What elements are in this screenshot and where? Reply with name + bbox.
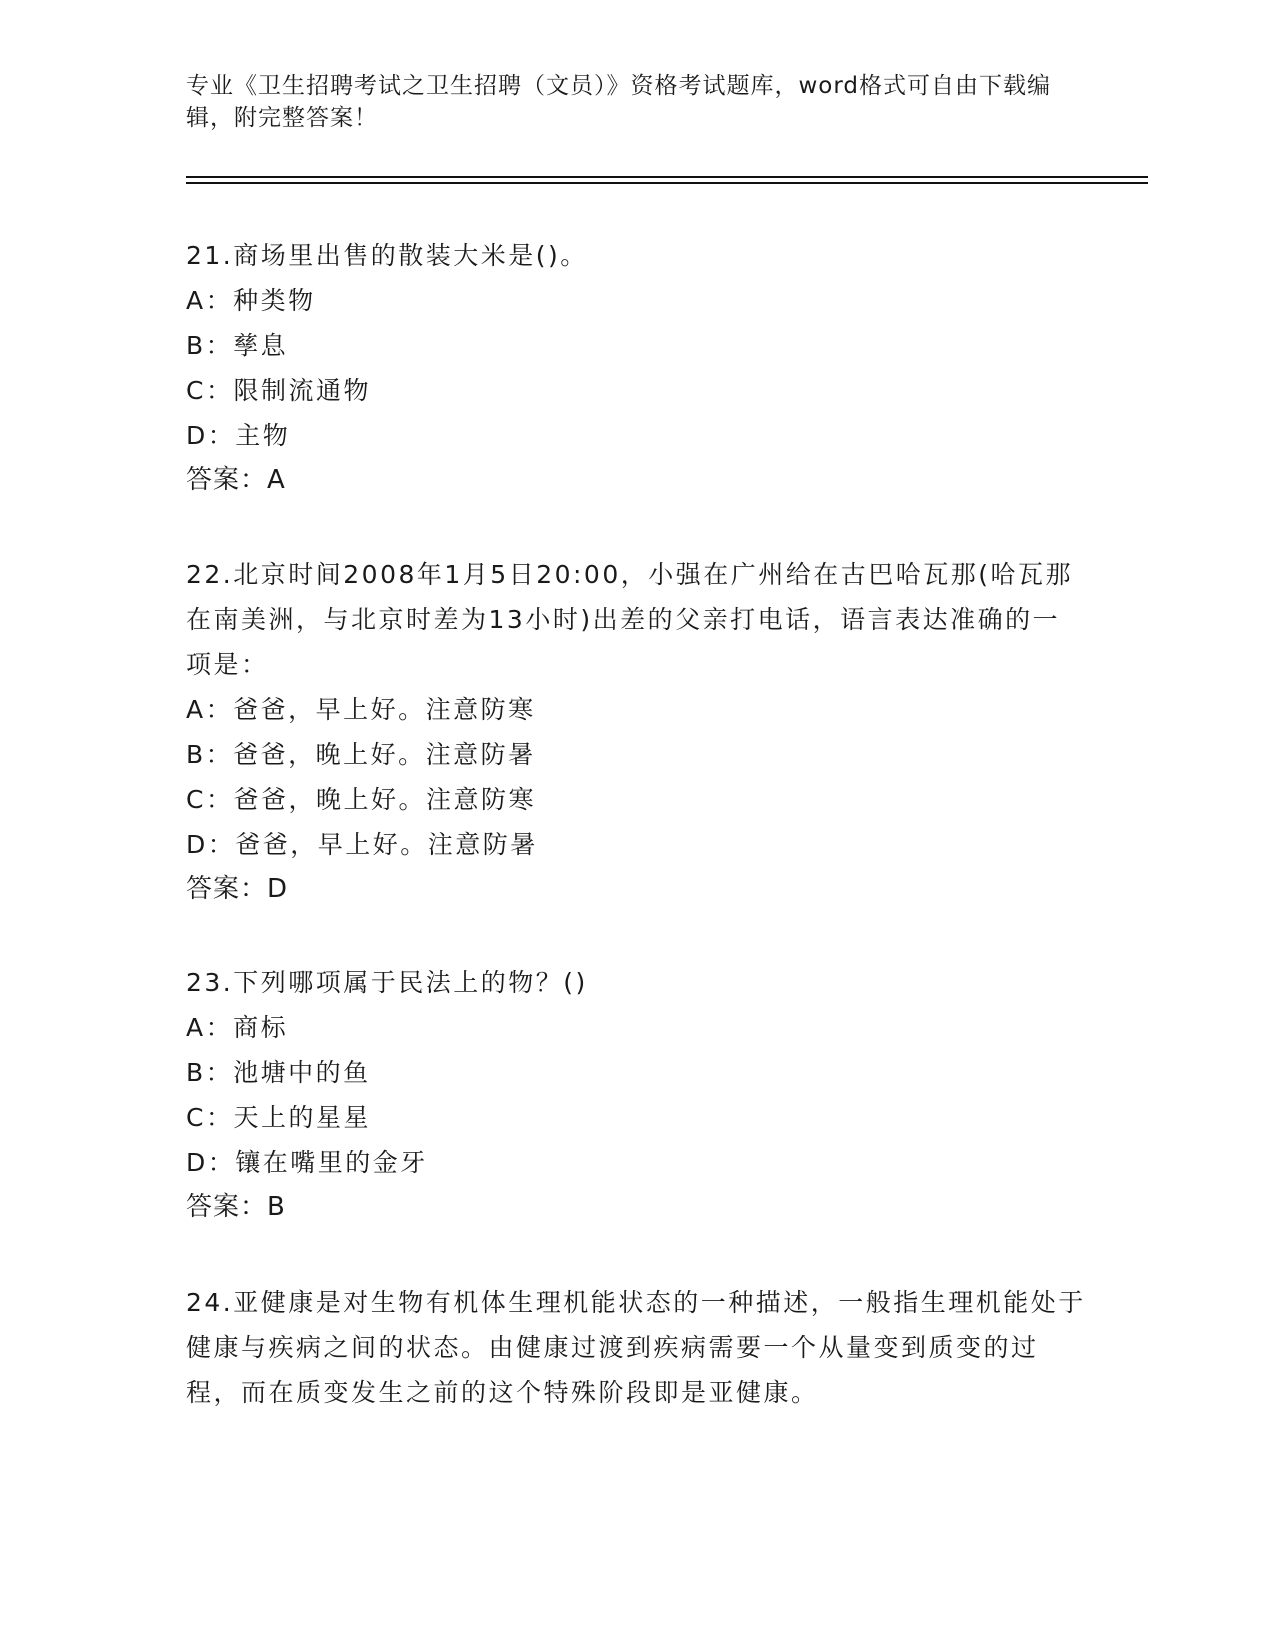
- question-22: [186, 552, 1086, 912]
- option-a: A：商标: [186, 1013, 289, 1042]
- option-a: A：爸爸，早上好。注意防寒: [186, 695, 536, 724]
- option-d: D：镶在嘴里的金牙: [186, 1148, 428, 1177]
- question-24: [186, 1280, 1086, 1415]
- option-c: C：爸爸，晚上好。注意防寒: [186, 785, 536, 814]
- option-b: B：池塘中的鱼: [186, 1058, 371, 1087]
- answer: 答案：A: [186, 465, 286, 495]
- option-d: D：爸爸，早上好。注意防暑: [186, 830, 538, 859]
- question-stem: 22.北京时间2008年1月5日20:00，小强在广州给在古巴哈瓦那(哈瓦那在南美洲，与北京时差为13小时)出差的父亲打电话，语言表达准确的一项是：: [186, 560, 1073, 679]
- question-stem: 24.亚健康是对生物有机体生理机能状态的一种描述，一般指生理机能处于健康与疾病之间的状态。由健康过渡到疾病需要一个从量变到质变的过程，而在质变发生之前的这个特殊阶段即是亚健康。: [186, 1288, 1086, 1407]
- option-a: A：种类物: [186, 286, 316, 315]
- question-21: [186, 233, 1086, 503]
- option-b: B：爸爸，晚上好。注意防暑: [186, 740, 536, 769]
- document-header: 专业《卫生招聘考试之卫生招聘（文员）》资格考试题库，word格式可自由下载编辑，附完整答案！: [186, 73, 1052, 131]
- answer: 答案：B: [186, 1192, 286, 1222]
- question-stem: 21.商场里出售的散装大米是()。: [186, 241, 588, 270]
- header-rule-bottom: [186, 182, 1148, 184]
- question-23: [186, 960, 1086, 1230]
- header-rule-top: [186, 176, 1148, 178]
- option-d: D：主物: [186, 421, 291, 450]
- option-c: C：天上的星星: [186, 1103, 371, 1132]
- option-c: C：限制流通物: [186, 376, 371, 405]
- answer: 答案：D: [186, 874, 289, 904]
- option-b: B：孳息: [186, 331, 289, 360]
- question-stem: 23.下列哪项属于民法上的物？(): [186, 968, 588, 997]
